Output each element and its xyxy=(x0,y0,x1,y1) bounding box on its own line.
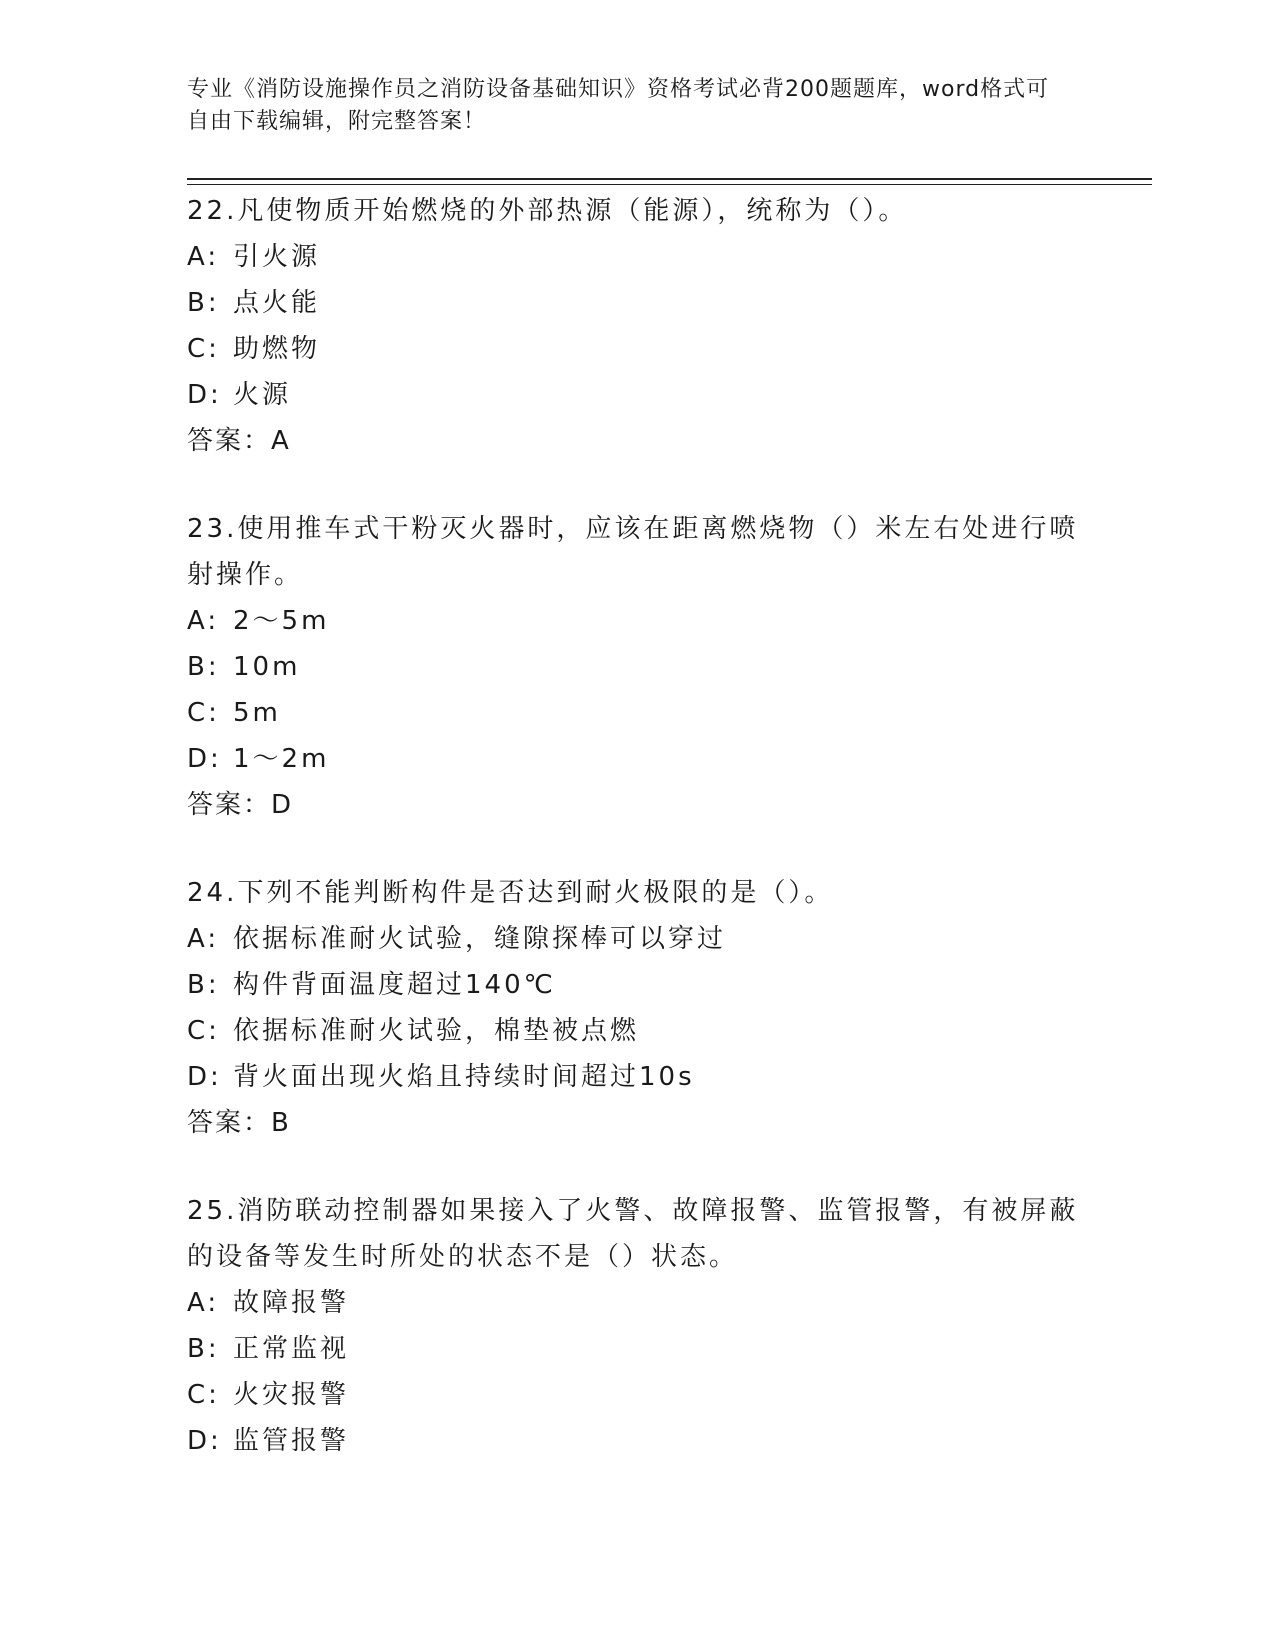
option-letter: A: xyxy=(187,1288,220,1318)
option-b xyxy=(187,1326,1087,1372)
option-letter: A: xyxy=(187,242,220,272)
option-b xyxy=(187,280,1087,326)
option-a xyxy=(187,598,1087,644)
option-text: 点火能 xyxy=(233,288,321,318)
option-c xyxy=(187,326,1087,372)
answer-value: A xyxy=(271,426,291,456)
option-letter: C: xyxy=(187,334,220,364)
answer-line xyxy=(187,782,1087,828)
option-text: 监管报警 xyxy=(233,1426,350,1456)
header-divider-thick xyxy=(187,178,1152,180)
answer-label: 答案： xyxy=(187,426,272,456)
option-d xyxy=(187,1054,1087,1100)
option-letter: C: xyxy=(187,1380,220,1410)
option-text: 火源 xyxy=(233,380,292,410)
option-text: 10m xyxy=(233,652,301,682)
answer-value: D xyxy=(271,790,294,820)
option-c xyxy=(187,690,1087,736)
option-d xyxy=(187,372,1087,418)
question-list xyxy=(187,188,1087,1506)
option-letter: C: xyxy=(187,1016,220,1046)
header-divider-thin xyxy=(187,184,1152,185)
answer-label: 答案： xyxy=(187,790,272,820)
option-letter: D: xyxy=(187,744,222,774)
option-c xyxy=(187,1372,1087,1418)
option-letter: A: xyxy=(187,606,220,636)
answer-line xyxy=(187,1100,1087,1146)
answer-line xyxy=(187,418,1087,464)
option-a xyxy=(187,916,1087,962)
option-text: 2～5m xyxy=(233,606,330,636)
option-a xyxy=(187,234,1087,280)
question-23 xyxy=(187,506,1087,828)
option-d xyxy=(187,1418,1087,1464)
answer-value: B xyxy=(271,1108,291,1138)
option-letter: B: xyxy=(187,1334,220,1364)
question-22 xyxy=(187,188,1087,464)
option-letter: D: xyxy=(187,380,222,410)
option-letter: A: xyxy=(187,924,220,954)
answer-label: 答案： xyxy=(187,1108,272,1138)
question-stem: 23.使用推车式干粉灭火器时，应该在距离燃烧物（）米左右处进行喷射操作。 xyxy=(187,514,1079,590)
option-text: 助燃物 xyxy=(233,334,321,364)
question-24 xyxy=(187,870,1087,1146)
option-letter: D: xyxy=(187,1426,222,1456)
option-text: 构件背面温度超过140℃ xyxy=(233,970,556,1000)
option-b xyxy=(187,644,1087,690)
option-c xyxy=(187,1008,1087,1054)
question-stem: 22.凡使物质开始燃烧的外部热源（能源），统称为（）。 xyxy=(187,196,908,226)
option-d xyxy=(187,736,1087,782)
question-stem: 24.下列不能判断构件是否达到耐火极限的是（）。 xyxy=(187,878,834,908)
option-text: 正常监视 xyxy=(233,1334,350,1364)
option-text: 1～2m xyxy=(233,744,330,774)
option-text: 5m xyxy=(233,698,281,728)
document-header: 专业《消防设施操作员之消防设备基础知识》资格考试必背200题题库，word格式可自由下载编辑，附完整答案！ xyxy=(187,77,1050,134)
question-stem: 25.消防联动控制器如果接入了火警、故障报警、监管报警，有被屏蔽的设备等发生时所处的状态不是（）状态。 xyxy=(187,1196,1079,1272)
option-text: 引火源 xyxy=(233,242,321,272)
option-letter: B: xyxy=(187,288,220,318)
option-letter: D: xyxy=(187,1062,222,1092)
option-text: 依据标准耐火试验，棉垫被点燃 xyxy=(233,1016,640,1046)
option-text: 故障报警 xyxy=(233,1288,350,1318)
option-a xyxy=(187,1280,1087,1326)
option-letter: B: xyxy=(187,652,220,682)
option-text: 背火面出现火焰且持续时间超过10s xyxy=(233,1062,695,1092)
option-text: 火灾报警 xyxy=(233,1380,350,1410)
option-b xyxy=(187,962,1087,1008)
option-letter: C: xyxy=(187,698,220,728)
option-letter: B: xyxy=(187,970,220,1000)
option-text: 依据标准耐火试验，缝隙探棒可以穿过 xyxy=(233,924,727,954)
question-25 xyxy=(187,1188,1087,1464)
